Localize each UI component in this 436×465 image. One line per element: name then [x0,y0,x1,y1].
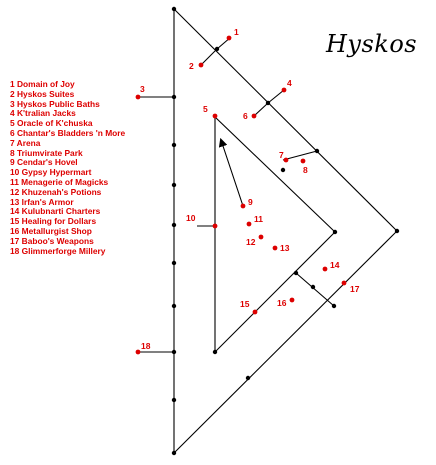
location-marker-9 [241,204,246,209]
location-label-13: 13 [280,243,290,253]
legend-item-13: 13 Irfan's Armor [10,196,74,207]
location-marker-5 [213,114,218,119]
legend-item-7: 7 Arena [10,137,41,148]
legend-item-14: 14 Kulubnarti Charters [10,206,101,217]
location-marker-8 [301,159,306,164]
roads [138,9,397,453]
junction-dot-3 [172,95,176,99]
street-to-2 [202,49,217,64]
street-to-4 [268,90,284,103]
legend-item-1: 1 Domain of Joy [10,79,75,89]
location-marker-14 [323,267,328,272]
junction-dot-11 [172,398,176,402]
legend-item-5: 5 Oracle of K'chuska [10,118,93,129]
junction-dot-9 [172,304,176,308]
location-label-15: 15 [240,299,250,309]
junction-dot-5 [172,143,176,147]
junction-dot-18 [294,271,298,275]
location-label-9: 9 [248,197,253,207]
junction-dot-6 [172,183,176,187]
junction-dot-12 [172,451,176,455]
junction-dot-10 [172,350,176,354]
legend-item-11: 11 Menagerie of Magicks [10,176,109,187]
junction-dot-20 [332,304,336,308]
location-label-12: 12 [246,237,256,247]
legend-item-12: 12 Khuzenah's Potions [10,186,102,197]
location-marker-2 [199,63,204,68]
legend-item-3: 3 Hyskos Public Baths [10,98,100,109]
location-label-18: 18 [141,341,151,351]
location-label-8: 8 [303,165,308,175]
junction-dot-1 [172,7,176,11]
location-label-7: 7 [279,150,284,160]
junctions [172,7,399,455]
location-label-16: 16 [277,298,287,308]
location-marker-11 [247,222,252,227]
arrow-layer [221,140,243,206]
legend-item-9: 9 Cendar's Hovel [10,157,78,168]
location-marker-13 [273,246,278,251]
location-label-1: 1 [234,27,239,37]
junction-dot-8 [172,261,176,265]
location-marker-10 [213,224,218,229]
junction-dot-22 [213,350,217,354]
location-label-10: 10 [186,213,196,223]
location-marker-18 [136,350,141,355]
location-label-6: 6 [243,111,248,121]
junction-dot-21 [246,376,250,380]
location-label-4: 4 [287,78,292,88]
legend-item-17: 17 Baboo's Weapons [10,235,94,246]
location-label-2: 2 [189,61,194,71]
legend-item-6: 6 Chantar's Bladders 'n More [10,127,126,138]
location-label-3: 3 [140,84,145,94]
junction-dot-4 [266,101,270,105]
location-marker-17 [342,281,347,286]
street-to-6 [254,103,268,116]
location-label-5: 5 [203,104,208,114]
location-marker-12 [259,235,264,240]
location-marker-6 [252,114,257,119]
legend-item-15: 15 Healing for Dollars [10,216,97,227]
location-marker-1 [227,36,232,41]
location-marker-7 [284,158,289,163]
location-label-14: 14 [330,260,340,270]
location-marker-4 [282,88,287,93]
location-marker-15 [253,310,258,315]
location-markers [136,27,360,354]
map-title: Hyskos [326,30,418,58]
legend-item-8: 8 Triumvirate Park [10,147,83,158]
junction-dot-2 [215,47,219,51]
legend-item-16: 16 Metallurgist Shop [10,225,92,236]
junction-dot-19 [311,285,315,289]
legend-item-10: 10 Gypsy Hypermart [10,167,92,178]
legend-item-4: 4 K'tralian Jacks [10,108,76,119]
legend-item-2: 2 Hyskos Suites [10,88,75,99]
junction-dot-15 [395,229,399,233]
location-marker-16 [290,298,295,303]
street-to-7-8 [283,151,317,160]
direction-arrow [221,140,243,206]
location-marker-3 [136,95,141,100]
road-northeast-wall [174,9,397,231]
junction-dot-7 [172,223,176,227]
road-connector [296,273,334,306]
road-southeast-wall [174,231,397,453]
location-label-11: 11 [254,214,263,224]
junction-dot-13 [315,149,319,153]
junction-dot-14 [281,168,285,172]
location-label-17: 17 [350,284,360,294]
junction-dot-16 [333,230,337,234]
legend-item-18: 18 Glimmerforge Millery [10,245,106,256]
